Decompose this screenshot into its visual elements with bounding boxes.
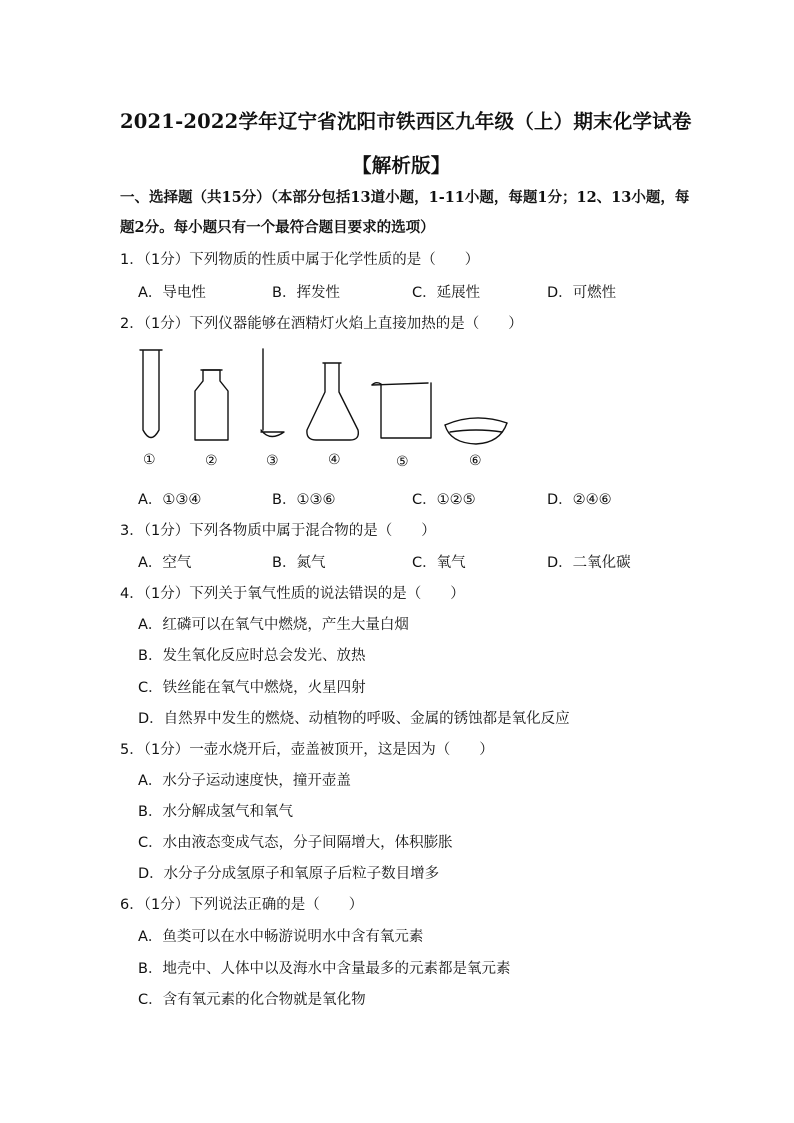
- section-heading-line1: 一、选择题（共15分）（本部分包括13道小题，1-11小题，每题1分；12、13小题，每: [120, 189, 690, 206]
- question-5-option-a[interactable]: A．水分子运动速度快，撞开壶盖: [138, 773, 351, 789]
- beaker-icon: [372, 383, 431, 438]
- question-1-option-c[interactable]: C．延展性: [412, 285, 481, 301]
- figure-label-5: ⑤: [396, 454, 409, 470]
- question-2-option-d[interactable]: D．②④⑥: [547, 492, 612, 508]
- question-5-stem: 5．（1分）一壶水烧开后，壶盖被顶开，这是因为（ ）: [120, 742, 494, 758]
- question-1-option-d[interactable]: D．可燃性: [547, 285, 617, 301]
- figure-label-6: ⑥: [469, 453, 482, 469]
- question-2-option-b[interactable]: B．①③⑥: [272, 492, 336, 508]
- section-heading-line2: 题2分。每小题只有一个最符合题目要求的选项）: [120, 219, 435, 236]
- question-4-stem: 4．（1分）下列关于氧气性质的说法错误的是（ ）: [120, 586, 465, 602]
- figure-label-2: ②: [205, 453, 218, 469]
- question-2-option-c[interactable]: C．①②⑤: [412, 492, 476, 508]
- question-6-stem: 6．（1分）下列说法正确的是（ ）: [120, 897, 364, 913]
- question-1-stem: 1．（1分）下列物质的性质中属于化学性质的是（ ）: [120, 252, 480, 268]
- question-2-option-a[interactable]: A．①③④: [138, 492, 202, 508]
- figure-label-4: ④: [328, 452, 341, 468]
- combustion-spoon-icon: [261, 349, 284, 437]
- question-4-option-c[interactable]: C．铁丝能在氧气中燃烧，火星四射: [138, 680, 366, 696]
- question-6-option-c[interactable]: C．含有氧元素的化合物就是氧化物: [138, 992, 366, 1008]
- question-6-option-b[interactable]: B．地壳中、人体中以及海水中含量最多的元素都是氧元素: [138, 961, 511, 977]
- question-4-option-b[interactable]: B．发生氧化反应时总会发光、放热: [138, 648, 366, 664]
- question-6-option-a[interactable]: A．鱼类可以在水中畅游说明水中含有氧元素: [138, 929, 424, 945]
- question-2-stem: 2．（1分）下列仪器能够在酒精灯火焰上直接加热的是（ ）: [120, 316, 523, 332]
- question-5-option-d[interactable]: D．水分子分成氢原子和氧原子后粒子数目增多: [138, 866, 440, 882]
- question-5-option-b[interactable]: B．水分解成氢气和氧气: [138, 804, 293, 820]
- question-3-stem: 3．（1分）下列各物质中属于混合物的是（ ）: [120, 523, 436, 539]
- question-1-option-a[interactable]: A．导电性: [138, 285, 206, 301]
- question-3-option-b[interactable]: B．氮气: [272, 555, 326, 571]
- figure-label-1: ①: [143, 452, 156, 468]
- question-3-option-c[interactable]: C．氧气: [412, 555, 466, 571]
- question-4-option-a[interactable]: A．红磷可以在氧气中燃烧，产生大量白烟: [138, 617, 409, 633]
- evaporating-dish-icon: [445, 418, 507, 444]
- page-subtitle: 【解析版】: [352, 154, 451, 177]
- page-title: 2021-2022学年辽宁省沈阳市铁西区九年级（上）期末化学试卷: [120, 110, 692, 133]
- question-4-option-d[interactable]: D．自然界中发生的燃烧、动植物的呼吸、金属的锈蚀都是氧化反应: [138, 711, 570, 727]
- reagent-bottle-icon: [195, 370, 228, 440]
- question-5-option-c[interactable]: C．水由液态变成气态，分子间隔增大，体积膨胀: [138, 835, 453, 851]
- question-3-option-a[interactable]: A．空气: [138, 555, 192, 571]
- conical-flask-icon: [307, 363, 358, 440]
- question-3-option-d[interactable]: D．二氧化碳: [547, 555, 631, 571]
- test-tube-icon: [140, 350, 162, 438]
- figure-label-3: ③: [266, 453, 279, 469]
- question-1-option-b[interactable]: B．挥发性: [272, 285, 340, 301]
